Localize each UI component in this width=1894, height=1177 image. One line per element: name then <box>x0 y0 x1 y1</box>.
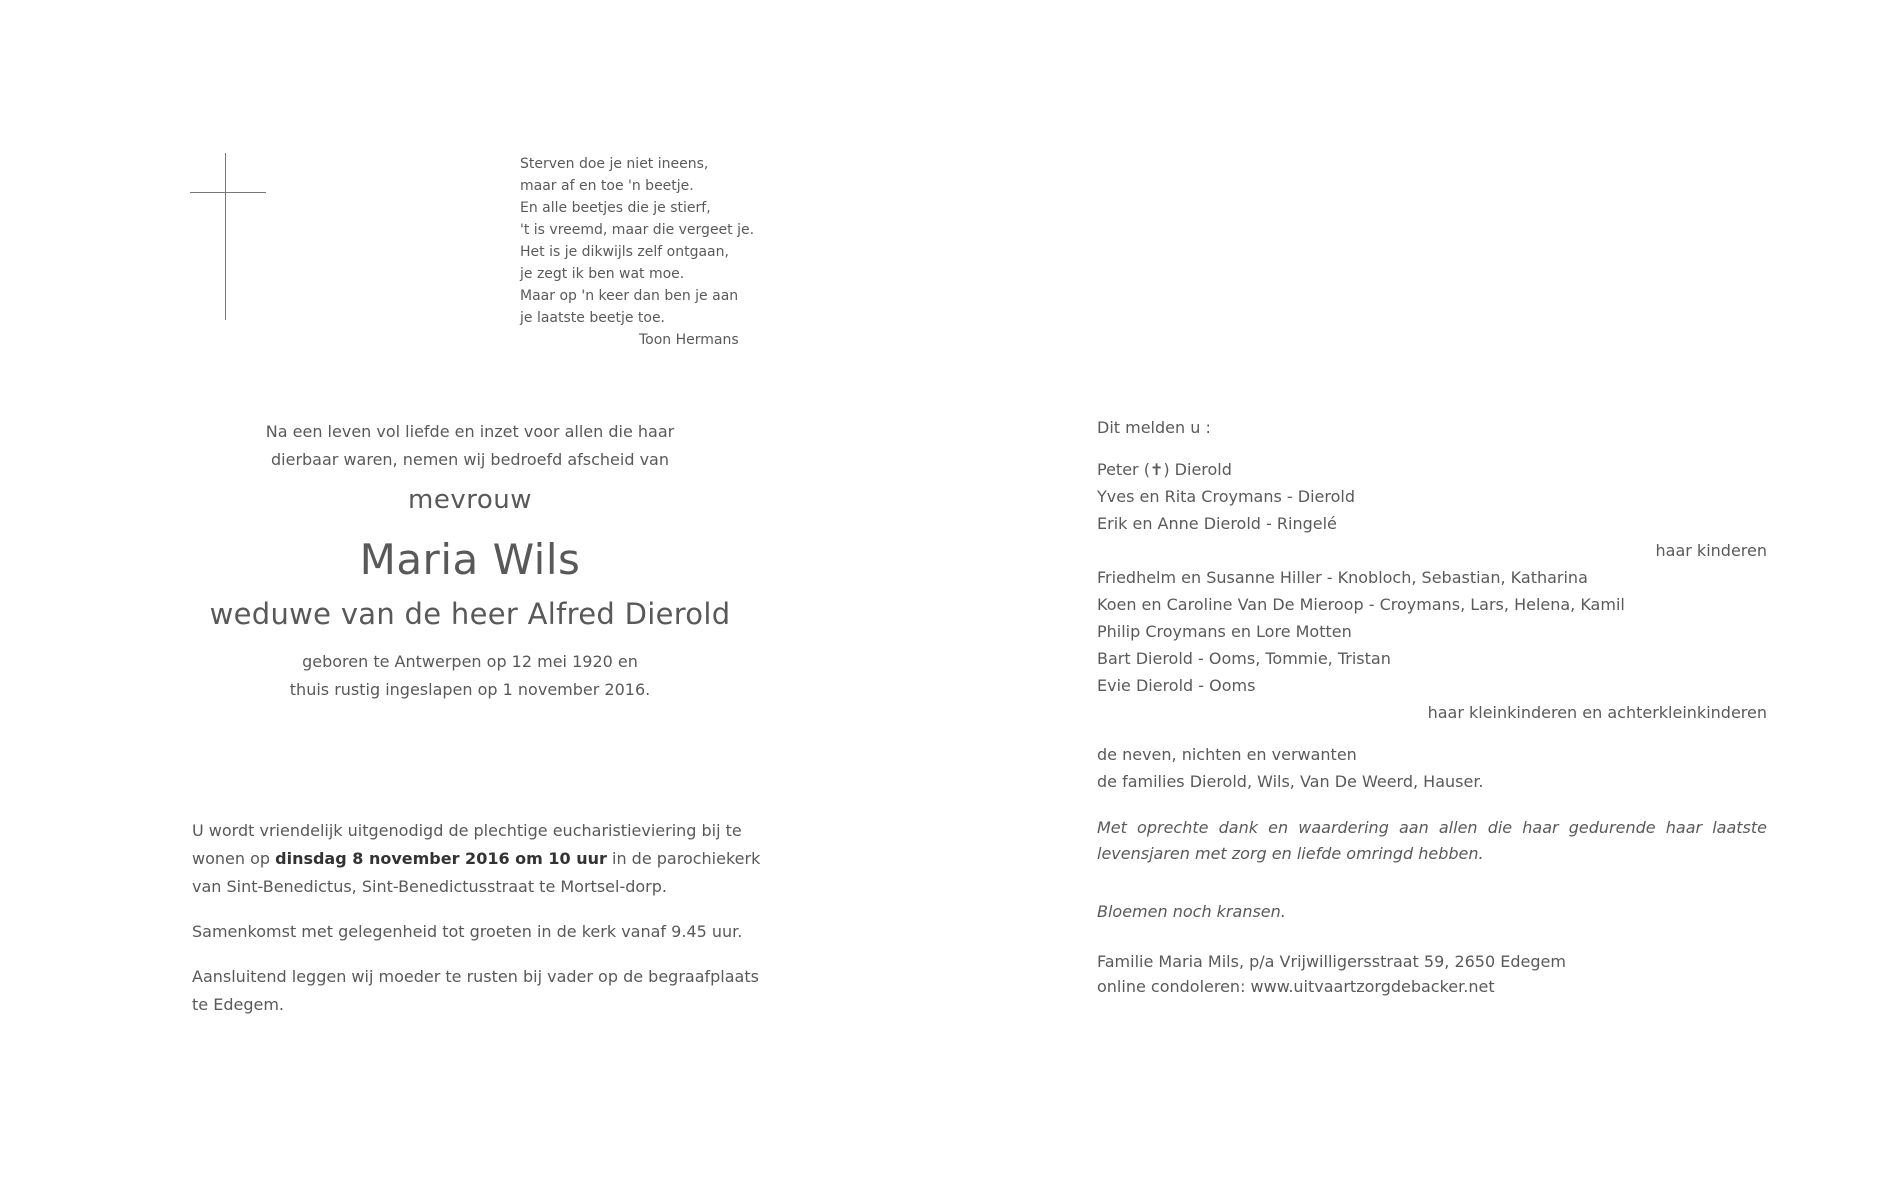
child-entry: Peter (✝) Dierold <box>1097 460 1232 479</box>
death-line: thuis rustig ingeslapen op 1 november 2016. <box>289 680 651 699</box>
grandchild-entry: Koen en Caroline Van De Mieroop - Croymans, Lars, Helena, Kamil <box>1097 595 1625 614</box>
gathering-paragraph: Samenkomst met gelegenheid tot groeten in de kerk vanaf 9.45 uur. <box>192 922 743 941</box>
cross-icon <box>190 153 270 320</box>
birth-death-info <box>170 648 770 704</box>
child-entry: Yves en Rita Croymans - Dierold <box>1097 487 1355 506</box>
invitation-text: in de parochiekerk van Sint-Benedictus, Sint-Benedictusstraat te Mortsel-dorp. <box>192 849 761 896</box>
announcers-heading: Dit melden u : <box>1097 418 1211 437</box>
poem-line: Maar op 'n keer dan ben je aan <box>520 288 739 304</box>
poem-line: En alle beetjes die je stierf, <box>520 200 711 216</box>
ceremony-datetime: dinsdag 8 november 2016 om 10 uur <box>275 849 607 868</box>
family-address: Familie Maria Mils, p/a Vrijwilligersstraat 59, 2650 Edegem <box>1097 952 1566 971</box>
relatives-line: de neven, nichten en verwanten <box>1097 745 1357 764</box>
poem <box>520 153 840 351</box>
funeral-invitation <box>192 817 772 1036</box>
poem-line: je laatste beetje toe. <box>520 310 666 326</box>
child-entry: Erik en Anne Dierold - Ringelé <box>1097 514 1337 533</box>
grandchildren-label: haar kleinkinderen en achterkleinkinderen <box>1427 703 1767 722</box>
intro-line: Na een leven vol liefde en inzet voor allen die haar <box>265 422 675 441</box>
poem-line: Sterven doe je niet ineens, <box>520 156 709 172</box>
poem-author: Toon Hermans <box>639 332 739 348</box>
flowers-note: Bloemen noch kransen. <box>1097 902 1286 921</box>
birth-line: geboren te Antwerpen op 12 mei 1920 en <box>302 652 638 671</box>
deceased-name: Maria Wils <box>359 535 581 584</box>
poem-line: 't is vreemd, maar die vergeet je. <box>520 222 755 238</box>
salutation: mevrouw <box>408 485 532 515</box>
invitation-paragraph <box>192 817 772 901</box>
poem-line: je zegt ik ben wat moe. <box>520 266 685 282</box>
widow-of: weduwe van de heer Alfred Dierold <box>209 597 731 631</box>
thanks-text: Met oprechte dank en waardering aan allen die haar gedurende haar laatste levensjaren met zorg en liefde omringd hebben. <box>1097 818 1767 863</box>
online-condolence: online condoleren: www.uitvaartzorgdebacker.net <box>1097 977 1495 996</box>
children-label: haar kinderen <box>1655 541 1767 560</box>
poem-line: maar af en toe 'n beetje. <box>520 178 694 194</box>
grandchild-entry: Philip Croymans en Lore Motten <box>1097 622 1352 641</box>
intro-line: dierbaar waren, nemen wij bedroefd afscheid van <box>271 450 669 469</box>
poem-line: Het is je dikwijls zelf ontgaan, <box>520 244 729 260</box>
invitation-text: U wordt vriendelijk uitgenodigd de plechtige eucharistieviering bij te wonen op <box>192 821 742 868</box>
grandchild-entry: Evie Dierold - Ooms <box>1097 676 1256 695</box>
announcers-section <box>1097 414 1767 999</box>
grandchild-entry: Friedhelm en Susanne Hiller - Knobloch, Sebastian, Katharina <box>1097 568 1588 587</box>
families-line: de families Dierold, Wils, Van De Weerd, Hauser. <box>1097 772 1484 791</box>
burial-paragraph: Aansluitend leggen wij moeder te rusten bij vader op de begraafplaats te Edegem. <box>192 967 759 1014</box>
announcement-intro <box>170 418 770 704</box>
grandchild-entry: Bart Dierold - Ooms, Tommie, Tristan <box>1097 649 1391 668</box>
